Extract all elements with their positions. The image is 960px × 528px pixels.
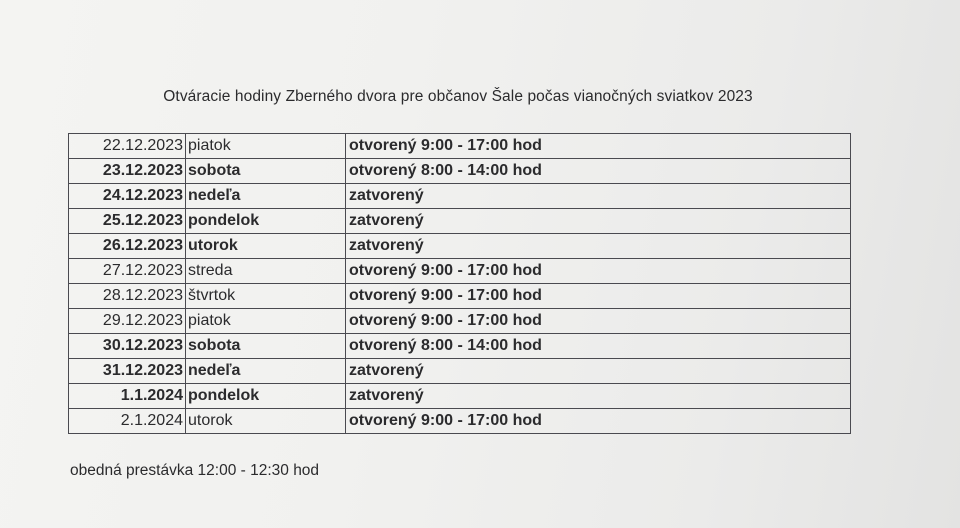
date-cell: 26.12.2023	[69, 234, 186, 259]
date-cell: 27.12.2023	[69, 259, 186, 284]
table-row	[69, 209, 851, 234]
document-title: Otváracie hodiny Zberného dvora pre občanov Šale počas vianočných sviatkov 2023	[163, 88, 753, 105]
hours-cell: otvorený 9:00 - 17:00 hod	[346, 284, 851, 309]
date-cell: 31.12.2023	[69, 359, 186, 384]
day-cell: pondelok	[186, 209, 346, 234]
hours-cell: otvorený 8:00 - 14:00 hod	[346, 334, 851, 359]
date-cell: 23.12.2023	[69, 159, 186, 184]
hours-cell: otvorený 8:00 - 14:00 hod	[346, 159, 851, 184]
table-row	[69, 334, 851, 359]
schedule-table-body	[69, 134, 851, 434]
lunch-break-note: obedná prestávka 12:00 - 12:30 hod	[70, 462, 320, 479]
table-row	[69, 409, 851, 434]
date-cell: 25.12.2023	[69, 209, 186, 234]
table-row	[69, 134, 851, 159]
day-cell: utorok	[186, 409, 346, 434]
hours-cell: zatvorený	[346, 209, 851, 234]
table-row	[69, 359, 851, 384]
table-row	[69, 234, 851, 259]
table-row	[69, 259, 851, 284]
table-row	[69, 284, 851, 309]
day-cell: piatok	[186, 134, 346, 159]
day-cell: štvrtok	[186, 284, 346, 309]
table-row	[69, 384, 851, 409]
date-cell: 1.1.2024	[69, 384, 186, 409]
date-cell: 29.12.2023	[69, 309, 186, 334]
table-row	[69, 309, 851, 334]
day-cell: sobota	[186, 334, 346, 359]
hours-cell: otvorený 9:00 - 17:00 hod	[346, 134, 851, 159]
date-cell: 28.12.2023	[69, 284, 186, 309]
hours-cell: zatvorený	[346, 184, 851, 209]
day-cell: piatok	[186, 309, 346, 334]
hours-cell: zatvorený	[346, 384, 851, 409]
date-cell: 2.1.2024	[69, 409, 186, 434]
table-row	[69, 184, 851, 209]
date-cell: 30.12.2023	[69, 334, 186, 359]
day-cell: utorok	[186, 234, 346, 259]
hours-cell: otvorený 9:00 - 17:00 hod	[346, 309, 851, 334]
hours-cell: zatvorený	[346, 359, 851, 384]
day-cell: pondelok	[186, 384, 346, 409]
schedule-table	[68, 133, 851, 434]
hours-cell: otvorený 9:00 - 17:00 hod	[346, 259, 851, 284]
day-cell: sobota	[186, 159, 346, 184]
date-cell: 22.12.2023	[69, 134, 186, 159]
hours-cell: zatvorený	[346, 234, 851, 259]
hours-cell: otvorený 9:00 - 17:00 hod	[346, 409, 851, 434]
day-cell: nedeľa	[186, 184, 346, 209]
date-cell: 24.12.2023	[69, 184, 186, 209]
table-row	[69, 159, 851, 184]
day-cell: streda	[186, 259, 346, 284]
day-cell: nedeľa	[186, 359, 346, 384]
